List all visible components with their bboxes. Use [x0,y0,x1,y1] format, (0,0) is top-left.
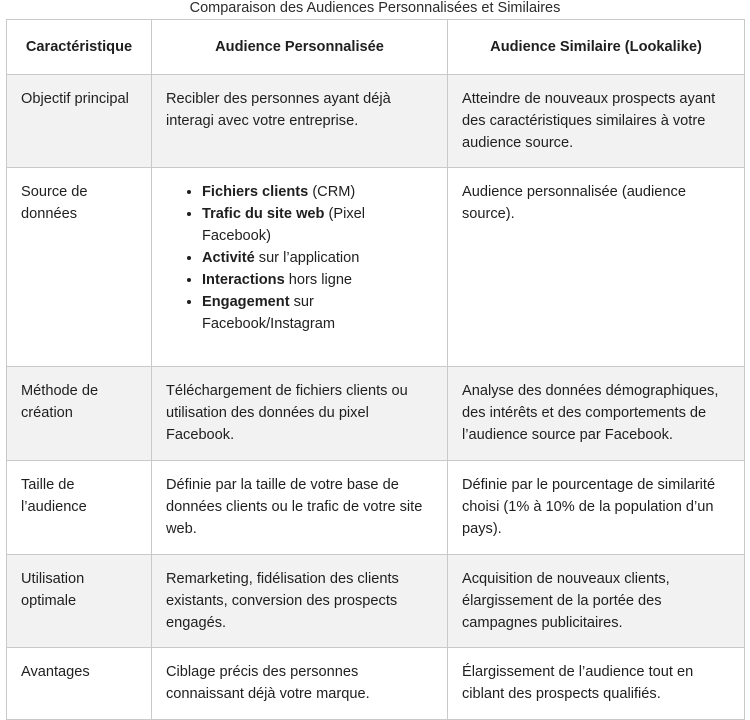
feature-cell: Objectif principal [7,75,152,168]
custom-audience-cell: Ciblage précis des personnes connaissant déjà votre marque. [152,648,448,720]
feature-cell: Méthode de création [7,367,152,461]
table-row [7,555,745,648]
table-row [7,168,745,367]
table-row [7,75,745,168]
feature-cell: Taille de l’audience [7,461,152,555]
lookalike-audience-cell: Élargissement de l’audience tout en ciblant des prospects qualifiés. [448,648,745,720]
lookalike-audience-cell: Audience personnalisée (audience source). [448,168,745,367]
feature-cell: Source de données [7,168,152,367]
list-item: • Interactions hors ligne [202,269,433,291]
lookalike-audience-cell: Acquisition de nouveaux clients, élargissement de la portée des campagnes publicitaires. [448,555,745,648]
feature-cell: Avantages [7,648,152,720]
list-item: • Trafic du site web (Pixel Facebook) [202,203,433,247]
table-row [7,367,745,461]
lookalike-audience-cell: Atteindre de nouveaux prospects ayant des caractéristiques similaires à votre audience source. [448,75,745,168]
list-item: • Engagement sur Facebook/Instagram [202,291,433,335]
header-feature: Caractéristique [7,20,152,75]
custom-audience-cell: Téléchargement de fichiers clients ou utilisation des données du pixel Facebook. [152,367,448,461]
header-row [7,20,745,75]
custom-audience-cell: Remarketing, fidélisation des clients existants, conversion des prospects engagés. [152,555,448,648]
data-source-list [166,181,433,335]
header-custom-audience: Audience Personnalisée [152,20,448,75]
list-item: • Fichiers clients (CRM) [202,181,433,203]
lookalike-audience-cell: Analyse des données démographiques, des intérêts et des comportements de l’audience source par Facebook. [448,367,745,461]
custom-audience-cell [152,168,448,367]
comparison-table [6,19,745,720]
lookalike-audience-cell: Définie par le pourcentage de similarité choisi (1% à 10% de la population d’un pays). [448,461,745,555]
table-caption: Comparaison des Audiences Personnalisées et Similaires [189,0,561,16]
table-row [7,648,745,720]
list-item: • Activité sur l’application [202,247,433,269]
feature-cell: Utilisation optimale [7,555,152,648]
custom-audience-cell: Définie par la taille de votre base de données clients ou le trafic de votre site web. [152,461,448,555]
table-row [7,461,745,555]
header-lookalike-audience: Audience Similaire (Lookalike) [448,20,745,75]
custom-audience-cell: Recibler des personnes ayant déjà interagi avec votre entreprise. [152,75,448,168]
